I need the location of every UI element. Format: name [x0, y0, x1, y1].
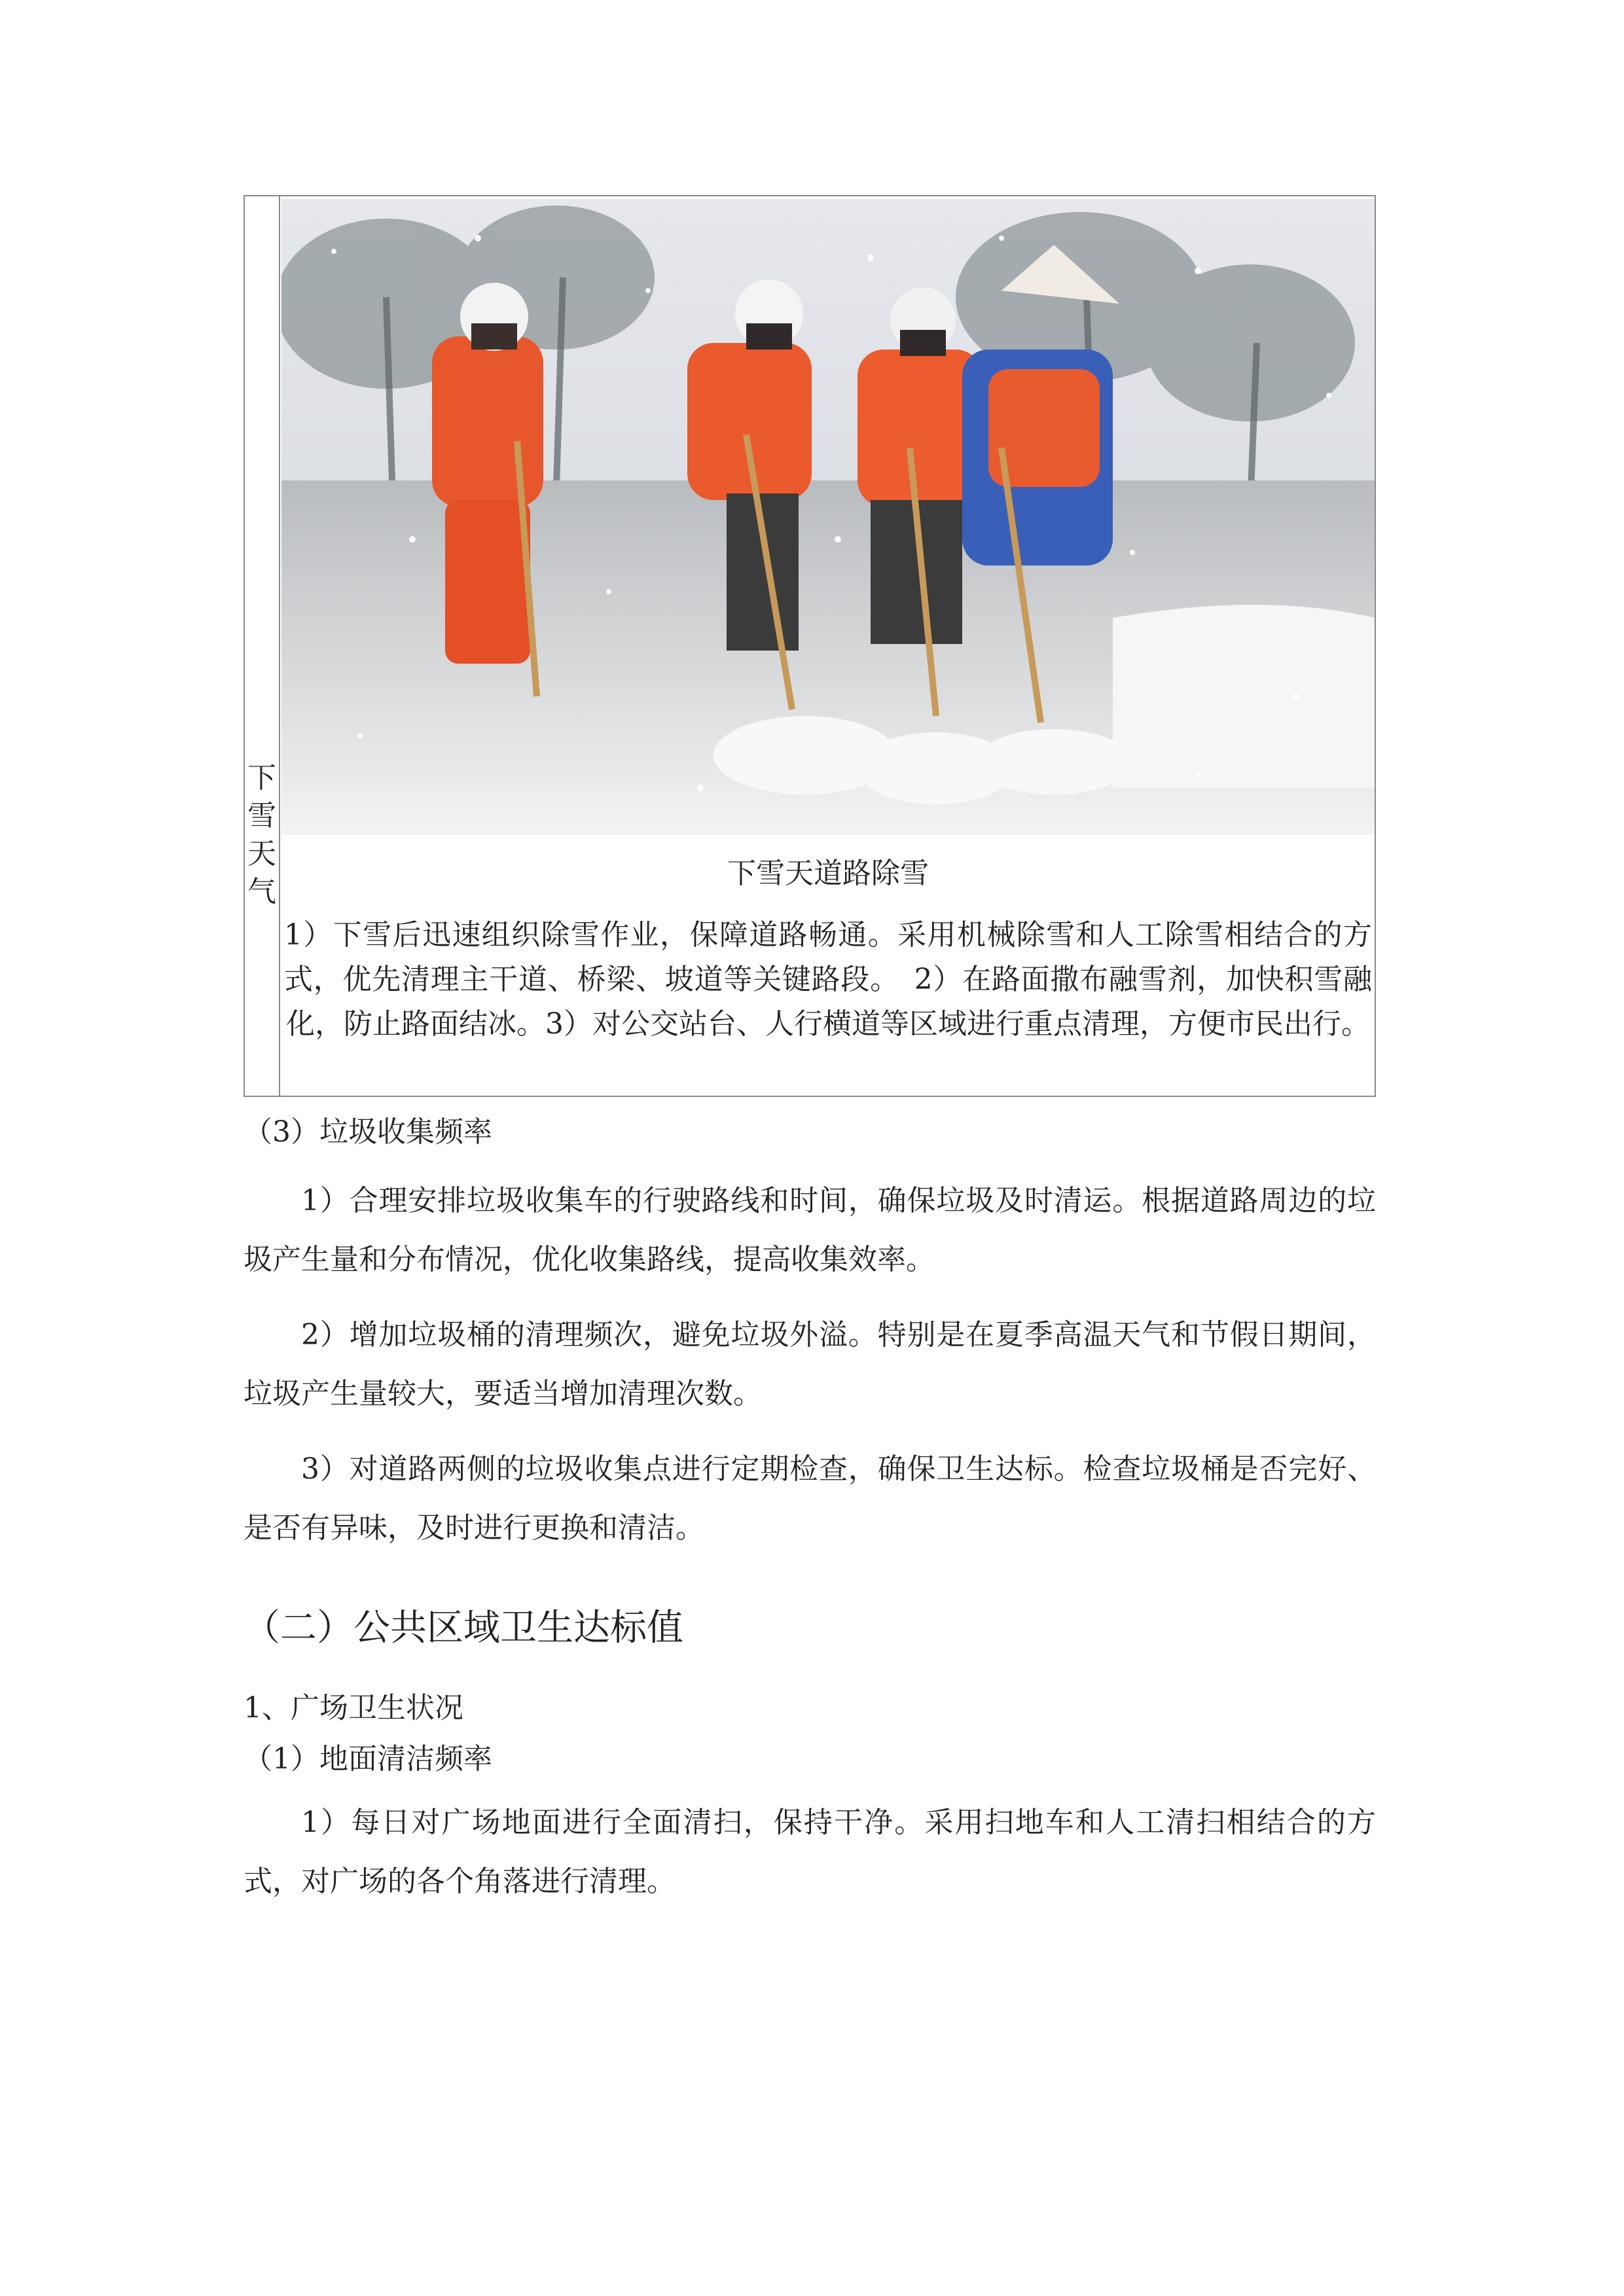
paragraph: 3）对道路两侧的垃圾收集点进行定期检查，确保卫生达标。检查垃圾桶是否完好、是否有异味，及时进行更换和清洁。	[244, 1452, 1376, 1545]
column-divider	[279, 196, 280, 1096]
paragraph: 1）合理安排垃圾收集车的行驶路线和时间，确保垃圾及时清运。根据道路周边的垃圾产生量和分布情况，优化收集路线，提高收集效率。	[244, 1184, 1376, 1276]
row-label-snowy-weather	[245, 759, 279, 911]
image-caption: 下雪天道路除雪	[727, 857, 929, 890]
row-label-char: 下	[247, 761, 276, 795]
subheading-ground-cleaning-frequency: （1）地面清洁频率	[244, 1742, 492, 1776]
snow-measures-text: 1）下雪后迅速组织除雪作业，保障道路畅通。采用机械除雪和人工除雪相结合的方式，优先清理主干道、桥梁、坡道等关键路段。 2）在路面撒布融雪剂，加快积雪融化，防止路面结冰。3）对公交站台、人行横道等区域进行重点清理，方便市民出行。	[284, 918, 1372, 1041]
paragraph: 2）增加垃圾桶的清理频次，避免垃圾外溢。特别是在夏季高温天气和节假日期间，垃圾产生量较大，要适当增加清理次数。	[244, 1318, 1376, 1410]
subheading-square-hygiene: 1、广场卫生状况	[244, 1691, 463, 1725]
row-label-char: 雪	[247, 799, 276, 833]
row-label-char: 天	[247, 837, 276, 870]
heading-public-area-hygiene-standards: （二）公共区域卫生达标值	[244, 1607, 683, 1649]
snow-clearing-photo	[281, 199, 1375, 835]
snow-cleaning-table	[244, 195, 1376, 1097]
paragraph: 1）每日对广场地面进行全面清扫，保持干净。采用扫地车和人工清扫相结合的方式，对广场的各个角落进行清理。	[244, 1806, 1376, 1898]
heading-garbage-collection-frequency: （3）垃圾收集频率	[244, 1115, 492, 1149]
row-label-char: 气	[247, 875, 276, 908]
